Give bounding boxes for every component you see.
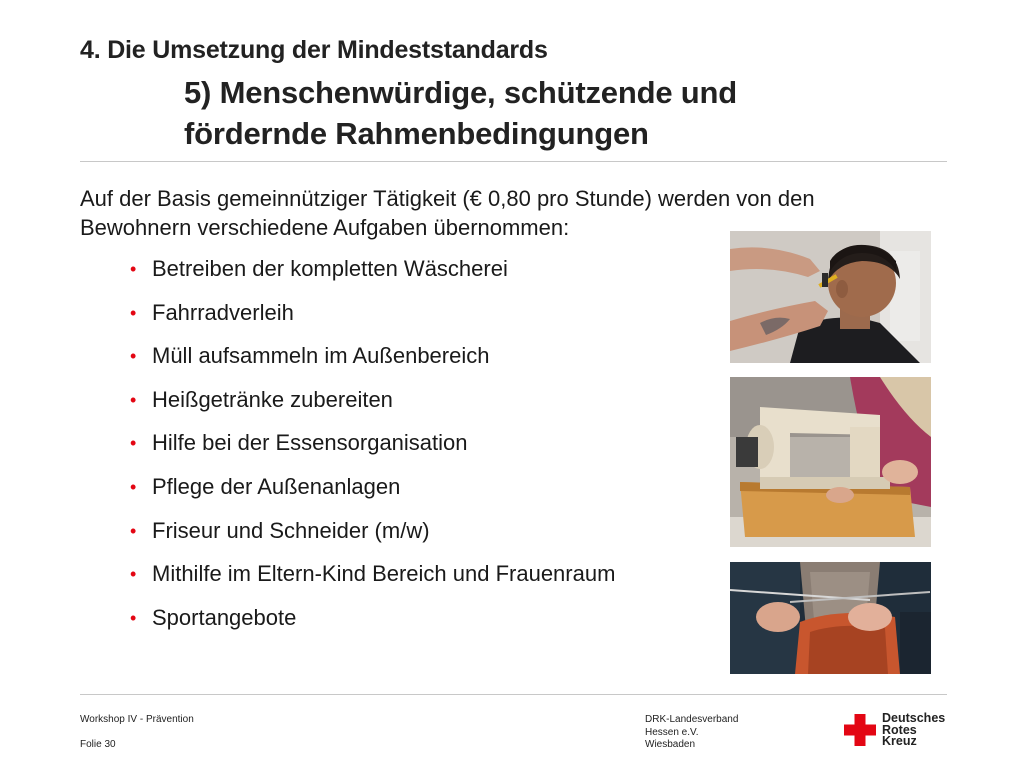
task-text: Heißgetränke zubereiten — [152, 386, 393, 412]
slide-number: Folie 30 — [80, 739, 116, 750]
bullet-icon: • — [130, 564, 137, 585]
knitting-photo — [730, 562, 931, 674]
footer-divider — [80, 694, 947, 695]
logo-line-3: Kreuz — [882, 734, 917, 748]
bullet-icon: • — [130, 433, 137, 454]
bullet-icon: • — [130, 520, 137, 541]
task-text: Pflege der Außenanlagen — [152, 473, 401, 499]
bullet-icon: • — [130, 302, 137, 323]
header-divider — [80, 161, 947, 162]
bullet-icon: • — [130, 346, 137, 367]
list-item — [130, 388, 615, 432]
intro-line-1: Auf der Basis gemeinnütziger Tätigkeit (€ 0,80 pro Stunde) werden von den — [80, 186, 815, 211]
bullet-icon: • — [130, 389, 137, 410]
barber-photo — [730, 231, 931, 363]
org-line-3: Wiesbaden — [645, 739, 696, 750]
org-line-2: Hessen e.V. — [645, 726, 699, 738]
section-title: 4. Die Umsetzung der Mindeststandards — [80, 36, 548, 64]
list-item — [130, 562, 615, 606]
list-item — [130, 606, 615, 650]
drk-logo-text — [882, 713, 945, 748]
slide-title-line-1: 5) Menschenwürdige, schützende und — [184, 75, 737, 110]
intro-line-2: Bewohnern verschiedene Aufgaben übernommen: — [80, 215, 570, 240]
task-text: Betreiben der kompletten Wäscherei — [152, 256, 508, 281]
list-item — [130, 431, 615, 475]
task-text: Hilfe bei der Essensorganisation — [152, 430, 468, 456]
list-item — [130, 475, 615, 519]
list-item — [130, 344, 615, 388]
slide-title-line-2: fördernde Rahmenbedingungen — [184, 116, 649, 151]
task-text: Sportangebote — [152, 604, 297, 630]
task-text: Mithilfe im Eltern-Kind Bereich und Frauenraum — [152, 561, 616, 587]
task-text: Friseur und Schneider (m/w) — [152, 517, 430, 543]
slide-title — [184, 72, 737, 154]
logo-line-1: Deutsches — [882, 711, 946, 725]
logo-line-2: Rotes — [882, 722, 917, 737]
bullet-icon: • — [130, 476, 137, 497]
task-text: Fahrradverleih — [152, 299, 294, 325]
task-text: Müll aufsammeln im Außenbereich — [152, 343, 490, 369]
bullet-icon: • — [130, 259, 137, 279]
red-cross-icon — [844, 714, 876, 746]
task-list — [130, 257, 615, 649]
org-line-1: DRK-Landesverband — [645, 714, 739, 725]
footer-organization — [645, 714, 738, 752]
footer-workshop: Workshop IV - Prävention — [80, 714, 194, 725]
bullet-icon: • — [130, 607, 137, 628]
list-item — [130, 519, 615, 563]
list-item — [130, 257, 615, 301]
list-item — [130, 301, 615, 345]
sewing-machine-photo — [730, 377, 931, 547]
